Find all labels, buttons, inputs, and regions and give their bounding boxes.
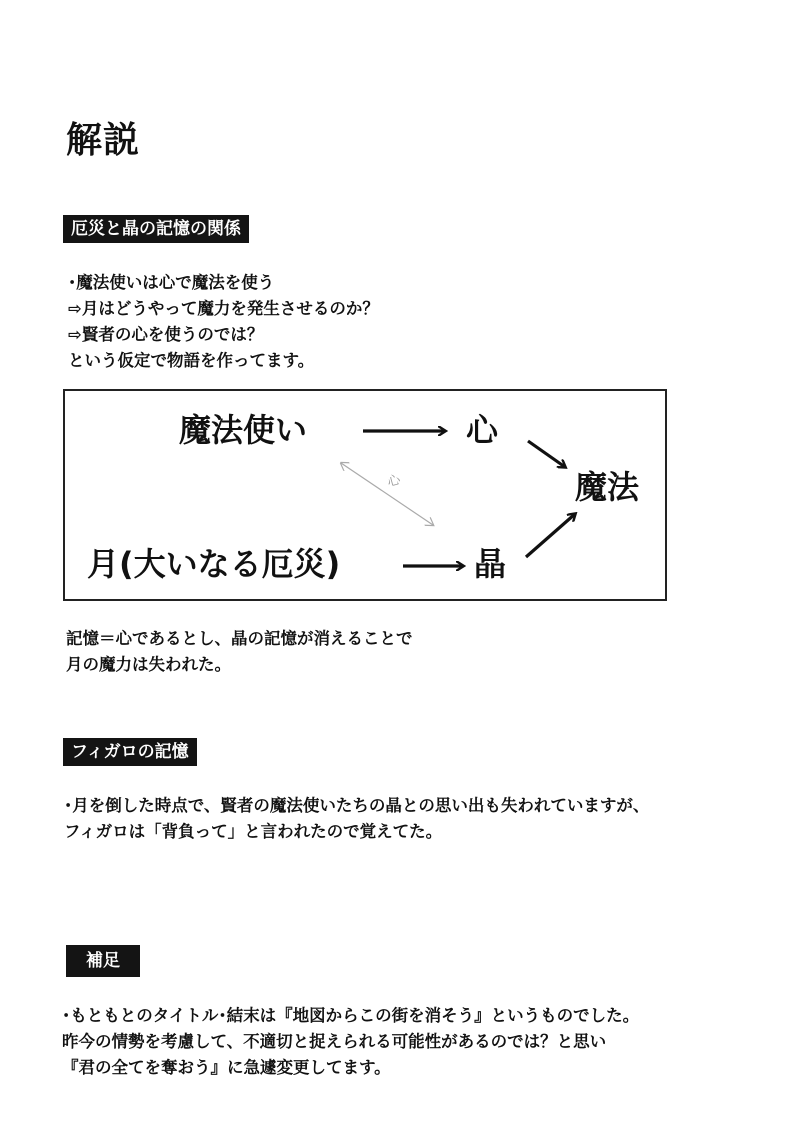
text-line: 記憶＝心であるとし、晶の記憶が消えることで: [66, 629, 413, 648]
section1-paragraph: [68, 270, 379, 374]
text-line: ⇨月はどうやって魔力を発生させるのか？: [68, 299, 379, 318]
arrow-kokoro-to-mahou: [528, 441, 565, 467]
text-line: フィガロは「背負って」と言われたので覚えてた。: [64, 822, 443, 841]
label-kokoro: 心: [466, 411, 499, 449]
text-line: ⇨賢者の心を使うのでは？: [68, 325, 264, 344]
label-mahoutsukai: 魔法使い: [179, 411, 308, 449]
label-faint-kokoro: 心: [385, 472, 403, 491]
section1-after-paragraph: [66, 626, 413, 678]
section2-paragraph: [64, 793, 649, 845]
arrow-akira-to-mahou: [526, 514, 575, 557]
text-line: ･魔法使いは心で魔法を使う: [68, 273, 275, 292]
text-line: 月の魔力は失われた。: [66, 655, 231, 674]
section-tag-figaro-memory: フィガロの記憶: [63, 738, 197, 766]
section-tag-supplement: 補足: [66, 945, 140, 977]
text-line: という仮定で物語を作ってます。: [68, 351, 315, 370]
section3-paragraph: [62, 1003, 639, 1081]
concept-diagram: [63, 389, 667, 601]
label-mahou: 魔法: [575, 468, 640, 506]
label-akira: 晶: [474, 545, 507, 583]
section-tag-calamity-memory: 厄災と晶の記憶の関係: [63, 215, 249, 243]
text-line: 『君の全てを奪おう』に急遽変更してます。: [62, 1058, 391, 1077]
page-title: 解説: [66, 120, 141, 161]
label-tsuki-calamity: 月(大いなる厄災): [87, 545, 341, 583]
text-line: ･もともとのタイトル･結末は『地図からこの街を消そう』というものでした。: [62, 1006, 640, 1025]
text-line: 昨今の情勢を考慮して、不適切と捉えられる可能性があるのでは？と思い: [62, 1032, 607, 1051]
text-line: ･月を倒した時点で、賢者の魔法使いたちの晶との思い出も失われていますが、: [64, 796, 650, 815]
